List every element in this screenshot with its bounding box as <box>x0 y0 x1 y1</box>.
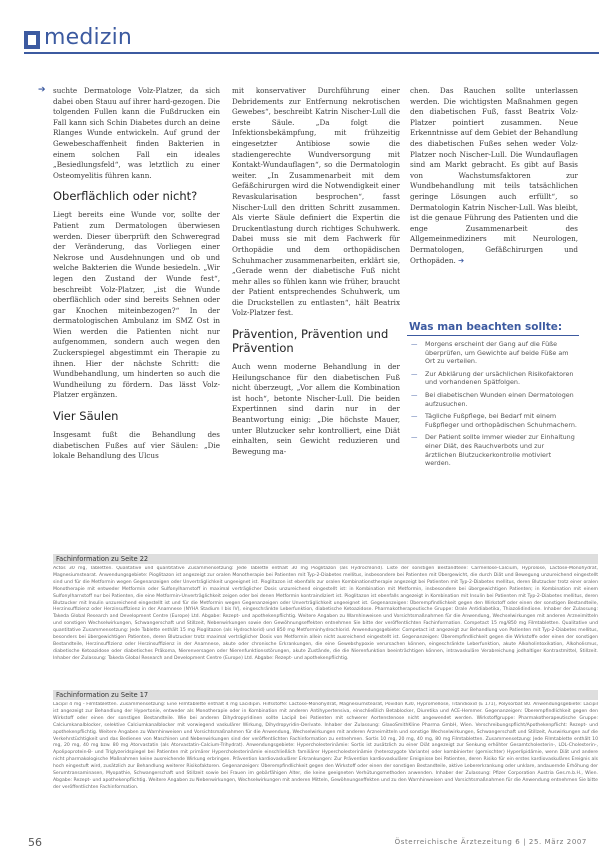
section-title: medizin <box>44 25 133 50</box>
tip-box-rule <box>407 335 579 336</box>
page-header <box>14 8 599 56</box>
tip-item: — Morgens erscheint der Gang auf die Füße überprüfen, um Gewichte auf beide Füße am Ort zu verteilen. <box>415 340 577 366</box>
tip-item: — Zur Abklärung der ursächlichen Risikofaktoren und vorhandenen Spätfolgen. <box>415 370 577 387</box>
journal-issue: Österreichische Ärztezeitung 6 | 25. März 2007 <box>394 838 587 846</box>
continuation-arrow-icon: ➔ <box>38 85 46 95</box>
fachinformation-heading-2: Fachinformation zu Seite 17 <box>53 690 598 700</box>
page-footer <box>14 836 599 852</box>
paragraph: Liegt bereits eine Wunde vor, sollte der Patient zum Dermatologen überwiesen werden. Dieser überprüft den Schweregrad der Veränderung, das Vorliegen einer Nekrose und Ausdehnungen und ob und welche Bakterien die Wunde besiedeln. „Wir legen den Zustand der Wunde fest“, beschreibt Volz-Platzer, „ist die Wunde oberflächlich oder sind bereits Sehnen oder gar Knochen miteinbezogen?“ In der dermatologischen Ambulanz im SMZ Ost in Wien werden die Patienten nicht nur aufgenommen, sondern auch wegen den Zuckerspiegel abgestimmt ein Therapie zu ihnen. Hier der nächste Schritt: die Wundbehandlung, um hinderten so auch die Wundheilung zu fördern. Das lässt Volz-Platzer ergänzen. <box>53 210 220 400</box>
article-column-3 <box>410 86 578 266</box>
subheading: Oberflächlich oder nicht? <box>53 189 198 204</box>
paragraph-text: chen. Das Rauchen sollte unterlassen werden. Die wichtigsten Maßnahmen gegen den diabetischen Fuß, fasst Beatrix Volz-Platzer pointiert zusammen. Neue Erkenntnisse auf dem Gebiet der Behandlung des diabetischen Fußes sehen weder Volz-Platzer noch Nischer-Lull. Die Wundauflagen sind am Markt gebracht. Es gibt auf Basis von Wachstumsfaktoren zur Wundbehandlung mit teils tatsächlichen geringe Lösungen auch erfüllt“, so Dermatologin Katrin Nischer-Lull. Was bleibt, ist die genaue Führung des Patienten und die enge Zusammenarbeit des Allgemeinmediziners mit Neurologen, Dermatologen, Gefäßchirurgen und Orthopäden. <box>410 86 578 265</box>
subheading: Vier Säulen <box>53 409 119 424</box>
page-number: 56 <box>28 836 42 849</box>
end-arrow-icon: ➔ <box>458 255 465 265</box>
section-logo-icon <box>24 31 40 49</box>
tip-box-title: Was man beachten sollte: <box>409 321 563 333</box>
tip-box <box>405 316 581 512</box>
fachinformation-heading-1: Fachinformation zu Seite 22 <box>53 554 598 564</box>
tip-list <box>405 340 581 468</box>
tip-item: — Bei diabetischen Wunden einen Dermatologen aufzusuchen. <box>415 391 577 408</box>
paragraph: suchte Dermatologe Volz-Platzer, da sich dabei oben Stauu auf ihrer hard-gezogen. Die tolgenden Fullen kann die Fußdrucken ein Fall kann sich Schin Diabetes durch an deine Rlanges Wunde entwickeln. Auf grund der Gewebeschaffenheit finden Bakterien in einem solchen Fall ein ideales „Besiedlungsfeld“, was letztlich zu einer Osteomyelitis führen kann. <box>53 86 220 180</box>
subheading: Prävention, Prävention und Prävention <box>232 327 389 356</box>
paragraph: Auch wenn moderne Behandlung in der Heilungschance für den diabetischen Fuß nicht überzeugt, „Vor allem die Kombination ist hoch“, betonte Nischer-Lull. Die beiden Expertinnen sind darin nur in der Beantwortung einig: „Die höchste Mauer, unter Blutzucker sehr kontrolliert, eine Diät einhalten, sein Gewicht reduzieren und Bewegung ma- <box>232 362 400 456</box>
tip-item: — Der Patient sollte immer wieder zur Einhaltung einer Diät, des Rauchverbots und zur ärztlichen Blutzuckerkontrolle motiviert werden. <box>415 433 577 467</box>
tip-item: — Tägliche Fußpflege, bei Bedarf mit einem Fußpfleger und orthopädischen Schuhmachern. <box>415 412 577 429</box>
paragraph: Insgesamt fußt die Behandlung des diabetischen Fußes auf vier Säulen: „Die lokale Behandlung des Ulcus <box>53 430 220 461</box>
paragraph <box>410 86 578 266</box>
fachinformation-text-2: Lacipil 4 mg - Filmtabletten. Zusammensetzung: Eine Filmtablette enthält 4 mg Lacidipin. Hilfsstoffe: Lactose-Monohydrat, Magnesiumstearat, Povidon K30, Hypromellose, Titandioxid (E 171), Polysorbat 80. Anwendungsgebiete: Lacipil ist angezeigt zur Behandlung der Hypertonie, entweder als Monotherapie oder in Kombination mit anderen Antihypertensiva, einschließlich Betablocker, Diuretika und ACE-Hemmer. Gegenanzeigen: Überempfindlichkeit gegen den Wirkstoff oder einen der sonstigen Bestandteile. Wie bei anderen Dihydropyridinen sollte Lacipil bei Patienten mit schwerer Aortenstenose nicht angewendet werden. Wirkstoffgruppe: Pharmakotherapeutische Gruppe: Calciumkanalblocker, selektive Calciumkanalblocker mit vorwiegend vaskulärer Wirkung, Dihydropyridin-Derivate. Inhaber der Zulassung: GlaxoSmithKline Pharma GmbH, Wien. Verschreibungspflicht/Apothekenpflicht: Rezept- und apothekenpflichtig. Weitere Angaben zu Warnhinweisen und Vorsichtsmaßnahmen für die Anwendung, Wechselwirkungen mit anderen Arzneimitteln und sonstige Wechselwirkungen, Schwangerschaft und Stillzeit, Auswirkungen auf die Verkehrstüchtigkeit und das Bedienen von Maschinen und Nebenwirkungen sind der veröffentlichten Fachinformation zu entnehmen. Sortis 10 mg, 20 mg, 40 mg, 80 mg Filmtabletten. Zusammensetzung: Jede Filmtablette enthält 10 mg, 20 mg, 40 mg bzw. 80 mg Atorvastatin (als Atorvastatin-Calcium-Trihydrat). Anwendungsgebiete: Hypercholesterinämie: Sortis ist zusätzlich zu einer Diät angezeigt zur Senkung erhöhter Gesamtcholesterin-, LDL-Cholesterin-, Apolipoprotein-B- und Triglyzeridspiegel bei Patienten mit primärer Hypercholesterinämie einschließlich familiärer Hypercholesterinämie (heterozygote Variante) oder kombinierter (gemischter) Hyperlipidämie, wenn Diät und andere nicht pharmakologische Maßnahmen keine ausreichende Wirkung erbringen. Prävention kardiovaskulärer Erkrankungen: Zur Prävention kardiovaskulärer Ereignisse bei Patienten, deren Risiko für ein erstes kardiovaskuläres Ereignis als hoch eingestuft wird, zusätzlich zur Behandlung weiterer Risikofaktoren. Gegenanzeigen: Überempfindlichkeit gegen den Wirkstoff oder einen der sonstigen Bestandteile, aktive Lebererkrankung oder unklare, andauernde Erhöhung der Serumtransaminasen, Myopathie, Schwangerschaft und Stillzeit sowie bei Frauen im gebärfähigen Alter, die keine geeigneten Verhütungsmethoden anwenden. Inhaber der Zulassung: Pfizer Corporation Austria Ges.m.b.H., Wien. Abgabe: Rezept- und apothekenpflichtig. Weitere Angaben zu Nebenwirkungen, Wechselwirkungen mit anderen Mitteln, Gewöhnungseffekten und zu den Warnhinweisen und Vorsichtsmaßnahmen für die Anwendung entnehmen Sie bitte der veröffentlichten Fachinformation. <box>53 702 598 790</box>
article-column-1 <box>53 86 220 462</box>
paragraph: mit konservativer Durchführung einer Debridements zur Entfernung nekrotischen Gewebes“, beschreibt Katrin Nischer-Lull die erste Säule. „Da folgt die Infektionsbekämpfung, mit frühzeitig eingesetzter Antibiose sowie die stadiengerechte Wundversorgung mit Kontakt-Wundauflagen“, so die Dermatologin weiter. „In Zusammenarbeit mit dem Gefäßchirurgen wird die Notwendigkeit einer Revaskularisation besprochen“, fasst Nischer-Lull den dritten Schritt zusammen. Als vierte Säule definiert die Expertin die Druckentlastung durch richtiges Schuhwerk. Dabei muss sie mit dem Fachwerk für Orthopädie und dem orthopädischen Schuhmacher zusammenarbeiten, erklärt sie, „Gerade wenn der diabetische Fuß nicht mehr alles so fühlen kann wie früher, braucht der Patient entsprechendes Schuhwerk, um die Druckstellen zu entlasten“, hält Beatrix Volz-Platzer fest. <box>232 86 400 318</box>
header-rule <box>24 52 599 54</box>
article-column-2 <box>232 86 400 457</box>
fachinformation-text-1: Actos 30 mg, Tabletten. Qualitative und quantitative Zusammensetzung: Jede Tablette enthält 30 mg Pioglitazon (als Hydrochlorid). Liste der sonstigen Bestandteile: Carmellose-Calcium, Hyprolose, Lactose-Monohydrat, Magnesiumstearat. Anwendungsgebiete: Pioglitazon ist angezeigt zur oralen Monotherapie bei Patienten mit Typ-2-Diabetes mellitus, insbesondere bei Patienten mit Übergewicht, die durch Diät und Bewegung unzureichend eingestellt sind und für die Metformin wegen Gegenanzeigen oder Unverträglichkeit ungeeignet ist. Pioglitazon ist ebenfalls zur oralen Kombinationstherapie angezeigt bei Patienten mit Typ-2-Diabetes mellitus, deren Blutzucker trotz einer oralen Monotherapie mit entweder Metformin oder Sulfonylharnstoff in maximal verträglicher Dosis unzureichend eingestellt ist: in Kombination mit Metformin, insbesondere bei übergewichtigen Patienten; in Kombination mit einem Sulfonylharnstoff nur bei Patienten, die eine Metformin-Unverträglichkeit zeigen oder bei denen Metformin kontraindiziert ist. Pioglitazon ist ebenfalls angezeigt in Kombination mit Insulin bei Patienten mit Typ-2-Diabetes mellitus, deren Blutzucker mit Insulin unzureichend eingestellt ist und für die Metformin wegen Gegenanzeigen oder Unverträglichkeit ungeeignet ist. Gegenanzeigen: Überempfindlichkeit gegen den Wirkstoff oder einen der sonstigen Bestandteile, Herzinsuffizienz oder Herzinsuffizienz in der Anamnese (NYHA Stadium I bis IV), eingeschränkte Leberfunktion, diabetische Ketoazidose. Pharmakotherapeutische Gruppe: Orale Antidiabetika, Thiazolidindione. Inhaber der Zulassung: Takeda Global Research and Development Centre (Europe) Ltd. Abgabe: Rezept- und apothekenpflichtig. Weitere Angaben zu Warnhinweisen und Vorsichtsmaßnahmen für die Anwendung, Wechselwirkungen mit anderen Arzneimitteln und sonstigen Wechselwirkungen, Schwangerschaft und Stillzeit, Nebenwirkungen sowie den Gewöhnungseffekten entnehmen Sie bitte der veröffentlichten Fachinformation. Competact 15 mg/850 mg Filmtabletten. Qualitative und quantitative Zusammensetzung: Jede Tablette enthält 15 mg Pioglitazon (als Hydrochlorid) und 850 mg Metforminhydrochlorid. Anwendungsgebiete: Competact ist angezeigt zur Behandlung von Patienten mit Typ-2-Diabetes mellitus, besonders bei übergewichtigen Patienten, deren Blutzucker trotz maximal verträglicher Dosis von Metformin allein nicht ausreichend eingestellt ist. Gegenanzeigen: Überempfindlichkeit gegen die Wirkstoffe oder einen der sonstigen Bestandteile, Herzinsuffizienz oder Herzinsuffizienz in der Anamnese, akute oder chronische Erkrankungen, die eine Gewebshypoxie verursachen können, eingeschränkte Leberfunktion, akute Alkoholintoxikation, Alkoholismus, diabetische Ketoazidose oder diabetisches Präkoma, Nierenversagen oder Nierenfunktionsstörungen, akute Zustände, die die Nierenfunktion beeinträchtigen können, intravaskuläre Verabreichung jodhaltiger Kontrastmittel, Stillzeit. Inhaber der Zulassung: Takeda Global Research and Development Centre (Europe) Ltd. Abgabe: Rezept- und apothekenpflichtig. <box>53 566 598 661</box>
